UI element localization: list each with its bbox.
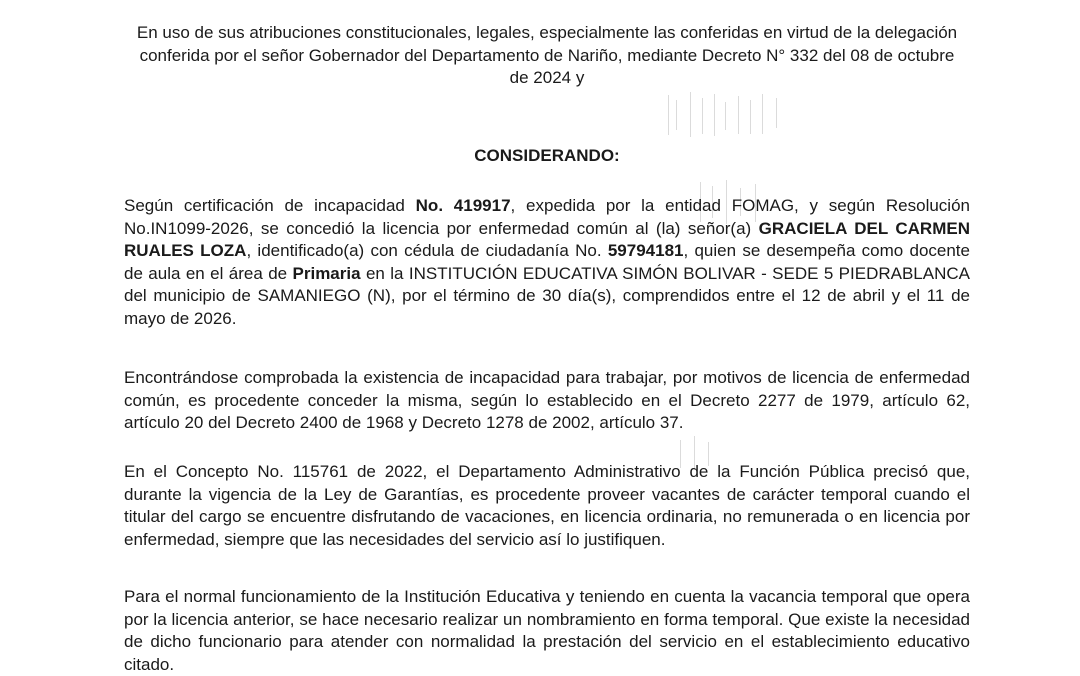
section-heading: CONSIDERANDO: — [474, 146, 620, 165]
intro-line-1: En uso de sus atribuciones constitucionales, legales, especialmente las conferidas en virtud de la delegación — [136, 23, 958, 42]
certificate-number: No. 419917 — [415, 196, 511, 215]
p1-text-2: , expedida por la entidad FOMAG, y según Resolución No.IN1099-2026, se concedió la licencia por enfermedad común al (la) señor(a) — [124, 196, 970, 238]
intro-line-3: de 2024 y — [509, 68, 585, 87]
paragraph-concept: En el Concepto No. 115761 de 2022, el Departamento Administrativo de la Función Pública precisó que, durante la vigencia de la Ley de Garantías, es procedente proveer vacantes de carácter temporal cuando el titular del cargo se encuentre disfrutando de vacaciones, en licencia ordinaria, no remunerada o en licencia por enfermedad, siempre que las necesidades del servicio así lo justifiquen. — [124, 462, 970, 549]
paragraph-functioning: Para el normal funcionamiento de la Institución Educativa y teniendo en cuenta la vacancia temporal que opera por la licencia anterior, se hace necesario realizar un nombramiento en forma temporal. Que existe la necesidad de dicho funcionario para atender con normalidad la prestación del servicio en el establecimiento educativo citado. — [124, 587, 970, 674]
p1-text-3: , identificado(a) con cédula de ciudadanía No. — [246, 241, 608, 260]
p1-text-4: , quien se desempeña como docente de aula en el área de — [124, 241, 970, 283]
employee-name: GRACIELA DEL CARMEN RUALES LOZA — [124, 218, 970, 260]
paragraph-incapacity: Encontrándose comprobada la existencia de incapacidad para trabajar, por motivos de licencia de enfermedad común, es procedente conceder la misma, según lo establecido en el Decreto 2277 de 1979, artículo 62, artículo 20 del Decreto 2400 de 1968 y Decreto 1278 de 2002, artículo 37. — [124, 368, 970, 432]
intro-paragraph — [124, 22, 970, 90]
teaching-area: Primaria — [292, 263, 361, 283]
intro-line-2: conferida por el señor Gobernador del Departamento de Nariño, mediante Decreto N° 332 del 08 de octubre — [139, 45, 955, 65]
paragraph-certification — [124, 195, 970, 330]
p1-text-5: en la INSTITUCIÓN EDUCATIVA SIMÓN BOLIVAR - SEDE 5 PIEDRABLANCA del municipio de SAMANIEGO (N), por el término de 30 día(s), comprendidos entre el 12 de abril y el 11 de mayo de 2026. — [124, 263, 970, 328]
p1-text-1: Según certificación de incapacidad — [124, 196, 416, 215]
id-number: 59794181 — [607, 241, 684, 260]
